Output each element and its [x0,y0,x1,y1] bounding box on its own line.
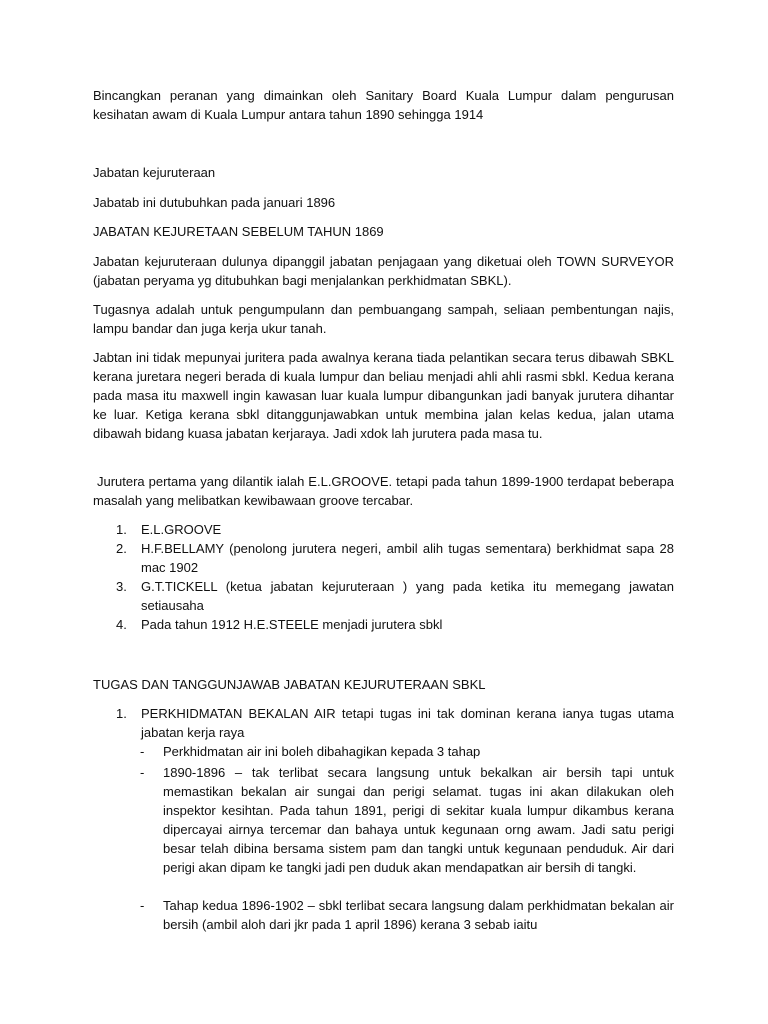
sub-point-text: 1890-1896 – tak terlibat secara langsung untuk bekalkan air bersih tapi untuk memastikan bekalan air sungai dan perigi selamat. tugas ini akan dilakukan oleh inspektor kesihtan. Pada tahun 1891, perigi di sekitar kuala lumpur dikambus kerana dipercayai airnya tercemar dan bahaya untuk kegunaan orng awam. Jadi satu perigi besar telah dibina bersama sistem pam dan tangki untuk kegunaan penduduk. Air dari perigi akan dipam ke tangki jadi pen duduk akan mendapatkan air bersih di tangki. [163,765,674,875]
list-text: H.F.BELLAMY (penolong jurutera negeri, ambil alih tugas sementara) berkhidmat sapa 28 mac 1902 [141,541,674,575]
section-heading-duties: TUGAS DAN TANGGUNJAWAB JABATAN KEJURUTERAAN SBKL [93,677,486,692]
list-number: 1. [116,706,127,721]
list-number: 3. [116,579,127,594]
paragraph-town-surveyor: Jabatan kejuruteraan dulunya dipanggil jabatan penjagaan yang diketuai oleh TOWN SURVEYOR (jabatan peryama yg ditubuhkan bagi menjalankan perkhidmatan SBKL). [93,254,674,288]
section-heading-jabatan: Jabatan kejuruteraan [93,165,216,180]
dash-bullet: - [140,744,145,759]
essay-question: Bincangkan peranan yang dimainkan oleh Sanitary Board Kuala Lumpur dalam pengurusan kesihatan awam di Kuala Lumpur antara tahun 1890 sehingga 1914 [93,88,674,122]
list-number: 4. [116,617,127,632]
list-text: G.T.TICKELL (ketua jabatan kejuruteraan ) yang pada ketika itu memegang jawatan setiausaha [141,579,674,613]
list-number: 2. [116,541,127,556]
sub-point-text: Tahap kedua 1896-1902 – sbkl terlibat secara langsung dalam perkhidmatan bekalan air bersih (ambil aloh dari jkr pada 1 april 1896) kerana 3 sebab iaitu [163,898,674,932]
sub-point-text: Perkhidmatan air ini boleh dibahagikan kepada 3 tahap [163,744,481,759]
paragraph-no-engineer: Jabtan ini tidak mepunyai juritera pada awalnya kerana tiada pelantikan secara terus dibawah SBKL kerana juretara negeri berada di kuala lumpur dan beliau menjadi ahli ahli rasmi sbkl. Kedua kerana pada masa itu maxwell ingin kawasan luar kuala lumpur dibangunkan jadi banyak jurutera dihantar ke luar. Ketiga kerana sbkl ditanggunjawabkan untuk membina jalan kelas kedua, jalan utama dibawah bidang kuasa jabatan kerjaraya. Jadi xdok lah jurutera pada masa tu. [93,350,674,441]
paragraph-first-engineer: Jurutera pertama yang dilantik ialah E.L.GROOVE. tetapi pada tahun 1899-1900 terdapat beberapa masalah yang melibatkan kewibawaan groove tercabar. [93,474,678,508]
list-text: E.L.GROOVE [141,522,222,537]
list-text: PERKHIDMATAN BEKALAN AIR tetapi tugas ini tak dominan kerana ianya tugas utama jabatan kerja raya [141,706,674,740]
list-text: Pada tahun 1912 H.E.STEELE menjadi jurutera sbkl [141,617,443,632]
dash-bullet: - [140,765,145,780]
list-number: 1. [116,522,127,537]
established-line: Jabatab ini dutubuhkan pada januari 1896 [93,195,336,210]
dash-bullet: - [140,898,145,913]
paragraph-duties: Tugasnya adalah untuk pengumpulann dan pembuangang sampah, seliaan pembentungan najis, lampu bandar dan juga kerja ukur tanah. [93,302,674,336]
section-heading-before-1869: JABATAN KEJURETAAN SEBELUM TAHUN 1869 [93,224,384,239]
